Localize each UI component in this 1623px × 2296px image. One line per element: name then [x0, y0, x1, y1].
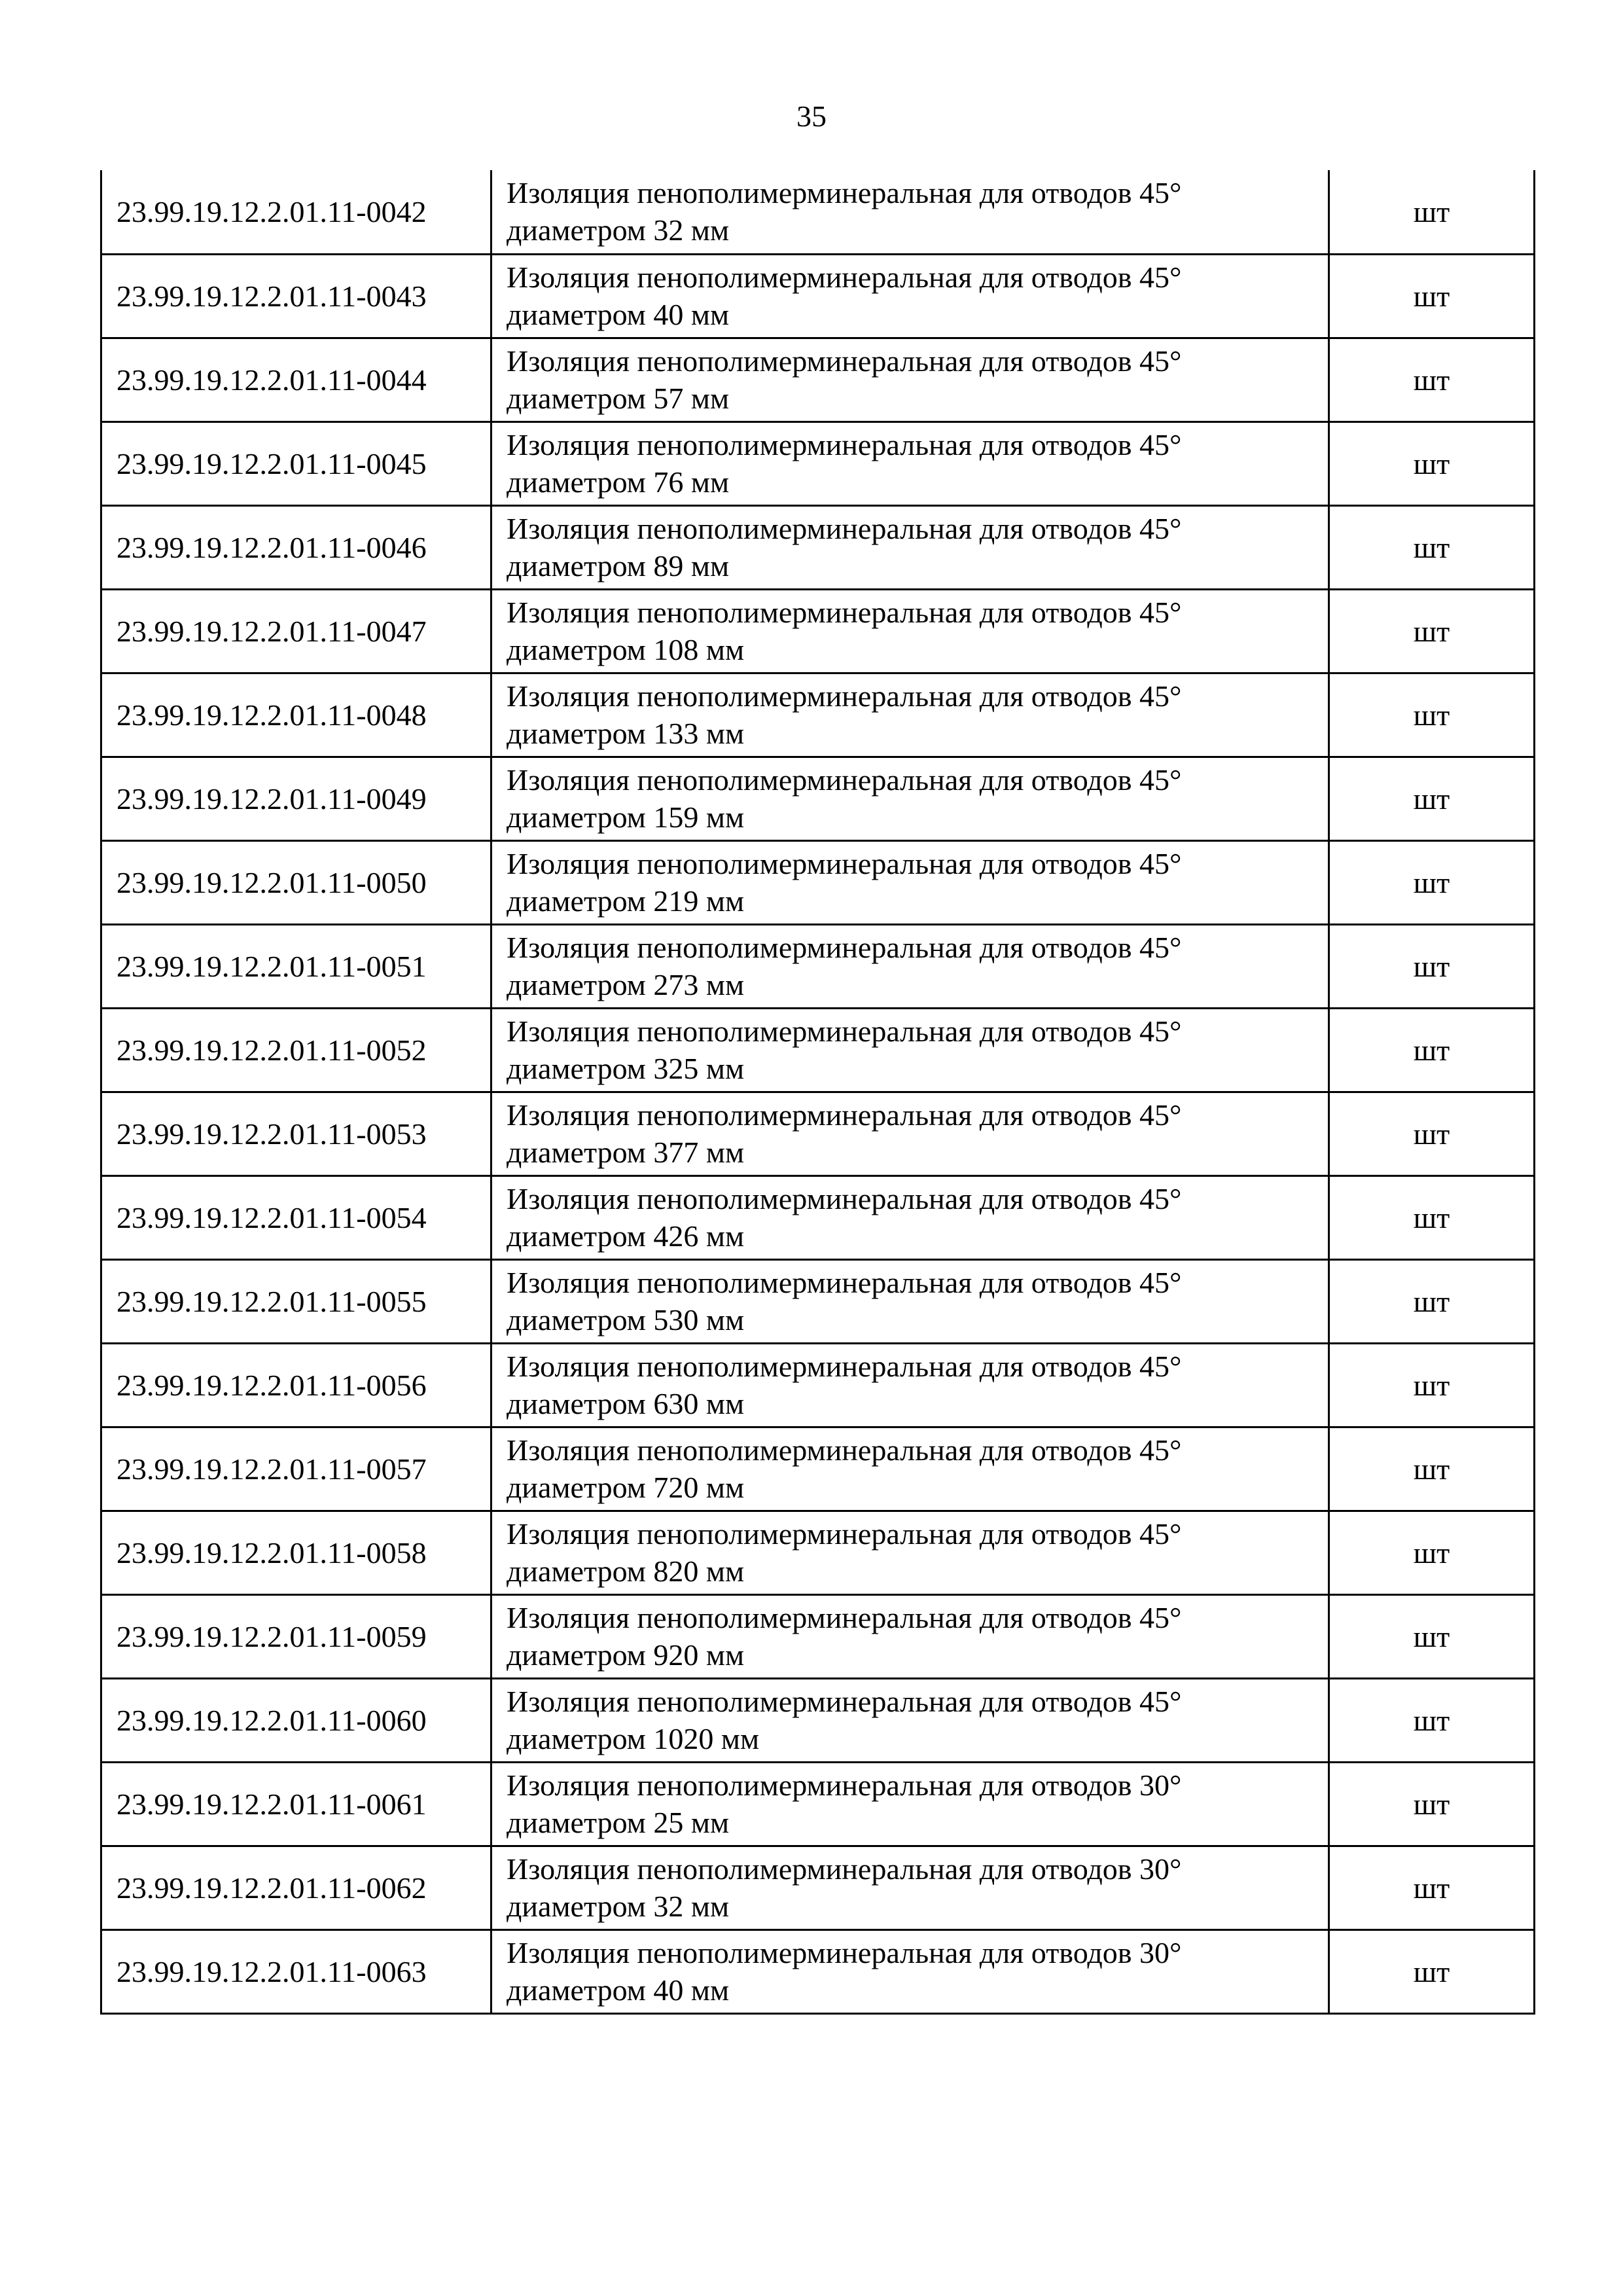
item-code-cell: 23.99.19.12.2.01.11-0056: [101, 1343, 491, 1427]
item-unit-cell: шт: [1329, 673, 1535, 757]
item-name-line-1: Изоляция пенополимерминеральная для отводов 45°: [507, 1014, 1182, 1048]
table-row: [101, 1427, 1535, 1511]
item-name-line-2: диаметром 40 мм: [507, 298, 730, 331]
page-number: 35: [796, 99, 827, 133]
item-name-cell: [491, 1929, 1329, 2013]
item-name-line-1: Изоляция пенополимерминеральная для отводов 30°: [507, 1936, 1182, 1969]
item-code-cell: 23.99.19.12.2.01.11-0061: [101, 1762, 491, 1846]
item-name-line-1: Изоляция пенополимерминеральная для отводов 45°: [507, 931, 1182, 964]
item-name-line-2: диаметром 325 мм: [507, 1052, 745, 1085]
table-row: [101, 338, 1535, 422]
item-name-line-2: диаметром 1020 мм: [507, 1722, 760, 1755]
item-name-line-2: диаметром 219 мм: [507, 884, 745, 918]
item-code-cell: 23.99.19.12.2.01.11-0044: [101, 338, 491, 422]
item-unit-cell: шт: [1329, 422, 1535, 505]
item-unit-cell: шт: [1329, 1343, 1535, 1427]
item-unit-cell: шт: [1329, 1175, 1535, 1259]
table-row: [101, 170, 1535, 254]
table-row: [101, 840, 1535, 924]
item-code-cell: 23.99.19.12.2.01.11-0042: [101, 170, 491, 254]
item-name-line-2: диаметром 76 мм: [507, 465, 730, 499]
item-code-cell: 23.99.19.12.2.01.11-0060: [101, 1678, 491, 1762]
item-name-line-2: диаметром 920 мм: [507, 1638, 745, 1672]
table-row: [101, 1678, 1535, 1762]
item-code-cell: 23.99.19.12.2.01.11-0058: [101, 1511, 491, 1594]
catalog-table-body: [101, 170, 1535, 2013]
item-name-line-1: Изоляция пенополимерминеральная для отводов 45°: [507, 1433, 1182, 1467]
item-code-cell: 23.99.19.12.2.01.11-0043: [101, 254, 491, 338]
table-row: [101, 1846, 1535, 1929]
item-name-line-1: Изоляция пенополимерминеральная для отводов 30°: [507, 1852, 1182, 1886]
item-code-cell: 23.99.19.12.2.01.11-0045: [101, 422, 491, 505]
item-name-cell: [491, 1092, 1329, 1175]
table-row: [101, 673, 1535, 757]
item-unit-cell: шт: [1329, 1678, 1535, 1762]
item-name-cell: [491, 1678, 1329, 1762]
item-name-line-1: Изоляция пенополимерминеральная для отводов 45°: [507, 1182, 1182, 1215]
table-row: [101, 924, 1535, 1008]
item-name-line-2: диаметром 40 мм: [507, 1973, 730, 2007]
item-name-cell: [491, 1846, 1329, 1929]
item-name-line-1: Изоляция пенополимерминеральная для отводов 45°: [507, 1266, 1182, 1299]
item-name-line-2: диаметром 89 мм: [507, 549, 730, 583]
item-name-line-2: диаметром 32 мм: [507, 1890, 730, 1923]
item-name-line-1: Изоляция пенополимерминеральная для отводов 30°: [507, 1768, 1182, 1802]
item-name-line-1: Изоляция пенополимерминеральная для отводов 45°: [507, 1601, 1182, 1634]
item-name-cell: [491, 924, 1329, 1008]
table-row: [101, 505, 1535, 589]
item-name-cell: [491, 1343, 1329, 1427]
item-code-cell: 23.99.19.12.2.01.11-0057: [101, 1427, 491, 1511]
item-unit-cell: шт: [1329, 589, 1535, 673]
catalog-table-wrapper: [100, 170, 1533, 2015]
item-unit-cell: шт: [1329, 840, 1535, 924]
item-unit-cell: шт: [1329, 505, 1535, 589]
item-name-line-1: Изоляция пенополимерминеральная для отводов 45°: [507, 1517, 1182, 1551]
item-name-cell: [491, 170, 1329, 254]
item-code-cell: 23.99.19.12.2.01.11-0047: [101, 589, 491, 673]
item-name-line-2: диаметром 377 мм: [507, 1136, 745, 1169]
table-row: [101, 1762, 1535, 1846]
item-name-cell: [491, 840, 1329, 924]
item-name-cell: [491, 1594, 1329, 1678]
item-name-cell: [491, 589, 1329, 673]
item-unit-cell: шт: [1329, 1762, 1535, 1846]
item-name-line-2: диаметром 57 мм: [507, 382, 730, 415]
table-row: [101, 1259, 1535, 1343]
item-unit-cell: шт: [1329, 757, 1535, 840]
item-name-line-2: диаметром 133 мм: [507, 717, 745, 750]
item-code-cell: 23.99.19.12.2.01.11-0050: [101, 840, 491, 924]
item-name-line-1: Изоляция пенополимерминеральная для отводов 45°: [507, 1685, 1182, 1718]
item-name-line-1: Изоляция пенополимерминеральная для отводов 45°: [507, 1350, 1182, 1383]
table-row: [101, 254, 1535, 338]
item-name-line-1: Изоляция пенополимерминеральная для отводов 45°: [507, 1098, 1182, 1132]
item-code-cell: 23.99.19.12.2.01.11-0054: [101, 1175, 491, 1259]
table-row: [101, 1594, 1535, 1678]
item-name-line-2: диаметром 108 мм: [507, 633, 745, 666]
item-name-cell: [491, 338, 1329, 422]
item-name-line-2: диаметром 25 мм: [507, 1806, 730, 1839]
item-unit-cell: шт: [1329, 1427, 1535, 1511]
item-unit-cell: шт: [1329, 1846, 1535, 1929]
item-name-line-1: Изоляция пенополимерминеральная для отводов 45°: [507, 679, 1182, 713]
item-name-line-2: диаметром 720 мм: [507, 1471, 745, 1504]
item-code-cell: 23.99.19.12.2.01.11-0046: [101, 505, 491, 589]
item-code-cell: 23.99.19.12.2.01.11-0059: [101, 1594, 491, 1678]
item-unit-cell: шт: [1329, 1594, 1535, 1678]
item-name-cell: [491, 1511, 1329, 1594]
table-row: [101, 1511, 1535, 1594]
item-name-cell: [491, 505, 1329, 589]
item-name-cell: [491, 422, 1329, 505]
table-row: [101, 589, 1535, 673]
table-row: [101, 1092, 1535, 1175]
item-unit-cell: шт: [1329, 1511, 1535, 1594]
item-code-cell: 23.99.19.12.2.01.11-0048: [101, 673, 491, 757]
item-code-cell: 23.99.19.12.2.01.11-0062: [101, 1846, 491, 1929]
item-name-cell: [491, 1259, 1329, 1343]
item-name-line-2: диаметром 273 мм: [507, 968, 745, 1001]
item-name-line-2: диаметром 820 мм: [507, 1554, 745, 1588]
item-name-line-1: Изоляция пенополимерминеральная для отводов 45°: [507, 428, 1182, 461]
item-code-cell: 23.99.19.12.2.01.11-0055: [101, 1259, 491, 1343]
item-unit-cell: шт: [1329, 338, 1535, 422]
item-name-line-1: Изоляция пенополимерминеральная для отводов 45°: [507, 847, 1182, 880]
item-name-line-2: диаметром 426 мм: [507, 1219, 745, 1253]
item-code-cell: 23.99.19.12.2.01.11-0053: [101, 1092, 491, 1175]
item-name-line-1: Изоляция пенополимерминеральная для отводов 45°: [507, 763, 1182, 797]
table-row: [101, 1929, 1535, 2013]
table-row: [101, 757, 1535, 840]
item-unit-cell: шт: [1329, 170, 1535, 254]
item-unit-cell: шт: [1329, 1259, 1535, 1343]
table-row: [101, 1008, 1535, 1092]
table-row: [101, 1343, 1535, 1427]
table-row: [101, 1175, 1535, 1259]
item-unit-cell: шт: [1329, 1008, 1535, 1092]
item-name-line-1: Изоляция пенополимерминеральная для отводов 45°: [507, 260, 1182, 294]
item-code-cell: 23.99.19.12.2.01.11-0049: [101, 757, 491, 840]
item-name-line-1: Изоляция пенополимерминеральная для отводов 45°: [507, 344, 1182, 378]
item-name-cell: [491, 1175, 1329, 1259]
item-name-line-2: диаметром 159 мм: [507, 800, 745, 834]
item-code-cell: 23.99.19.12.2.01.11-0052: [101, 1008, 491, 1092]
item-name-cell: [491, 1427, 1329, 1511]
item-name-cell: [491, 1008, 1329, 1092]
item-code-cell: 23.99.19.12.2.01.11-0051: [101, 924, 491, 1008]
item-code-cell: 23.99.19.12.2.01.11-0063: [101, 1929, 491, 2013]
item-name-cell: [491, 1762, 1329, 1846]
item-name-line-2: диаметром 32 мм: [507, 213, 730, 247]
item-unit-cell: шт: [1329, 924, 1535, 1008]
item-name-line-1: Изоляция пенополимерминеральная для отводов 45°: [507, 176, 1182, 210]
item-unit-cell: шт: [1329, 1092, 1535, 1175]
item-name-cell: [491, 254, 1329, 338]
item-name-line-2: диаметром 630 мм: [507, 1387, 745, 1420]
catalog-table: [100, 170, 1535, 2015]
item-name-line-1: Изоляция пенополимерминеральная для отводов 45°: [507, 596, 1182, 629]
item-name-line-2: диаметром 530 мм: [507, 1303, 745, 1336]
item-unit-cell: шт: [1329, 1929, 1535, 2013]
item-name-cell: [491, 673, 1329, 757]
table-row: [101, 422, 1535, 505]
item-name-line-1: Изоляция пенополимерминеральная для отводов 45°: [507, 512, 1182, 545]
item-name-cell: [491, 757, 1329, 840]
item-unit-cell: шт: [1329, 254, 1535, 338]
